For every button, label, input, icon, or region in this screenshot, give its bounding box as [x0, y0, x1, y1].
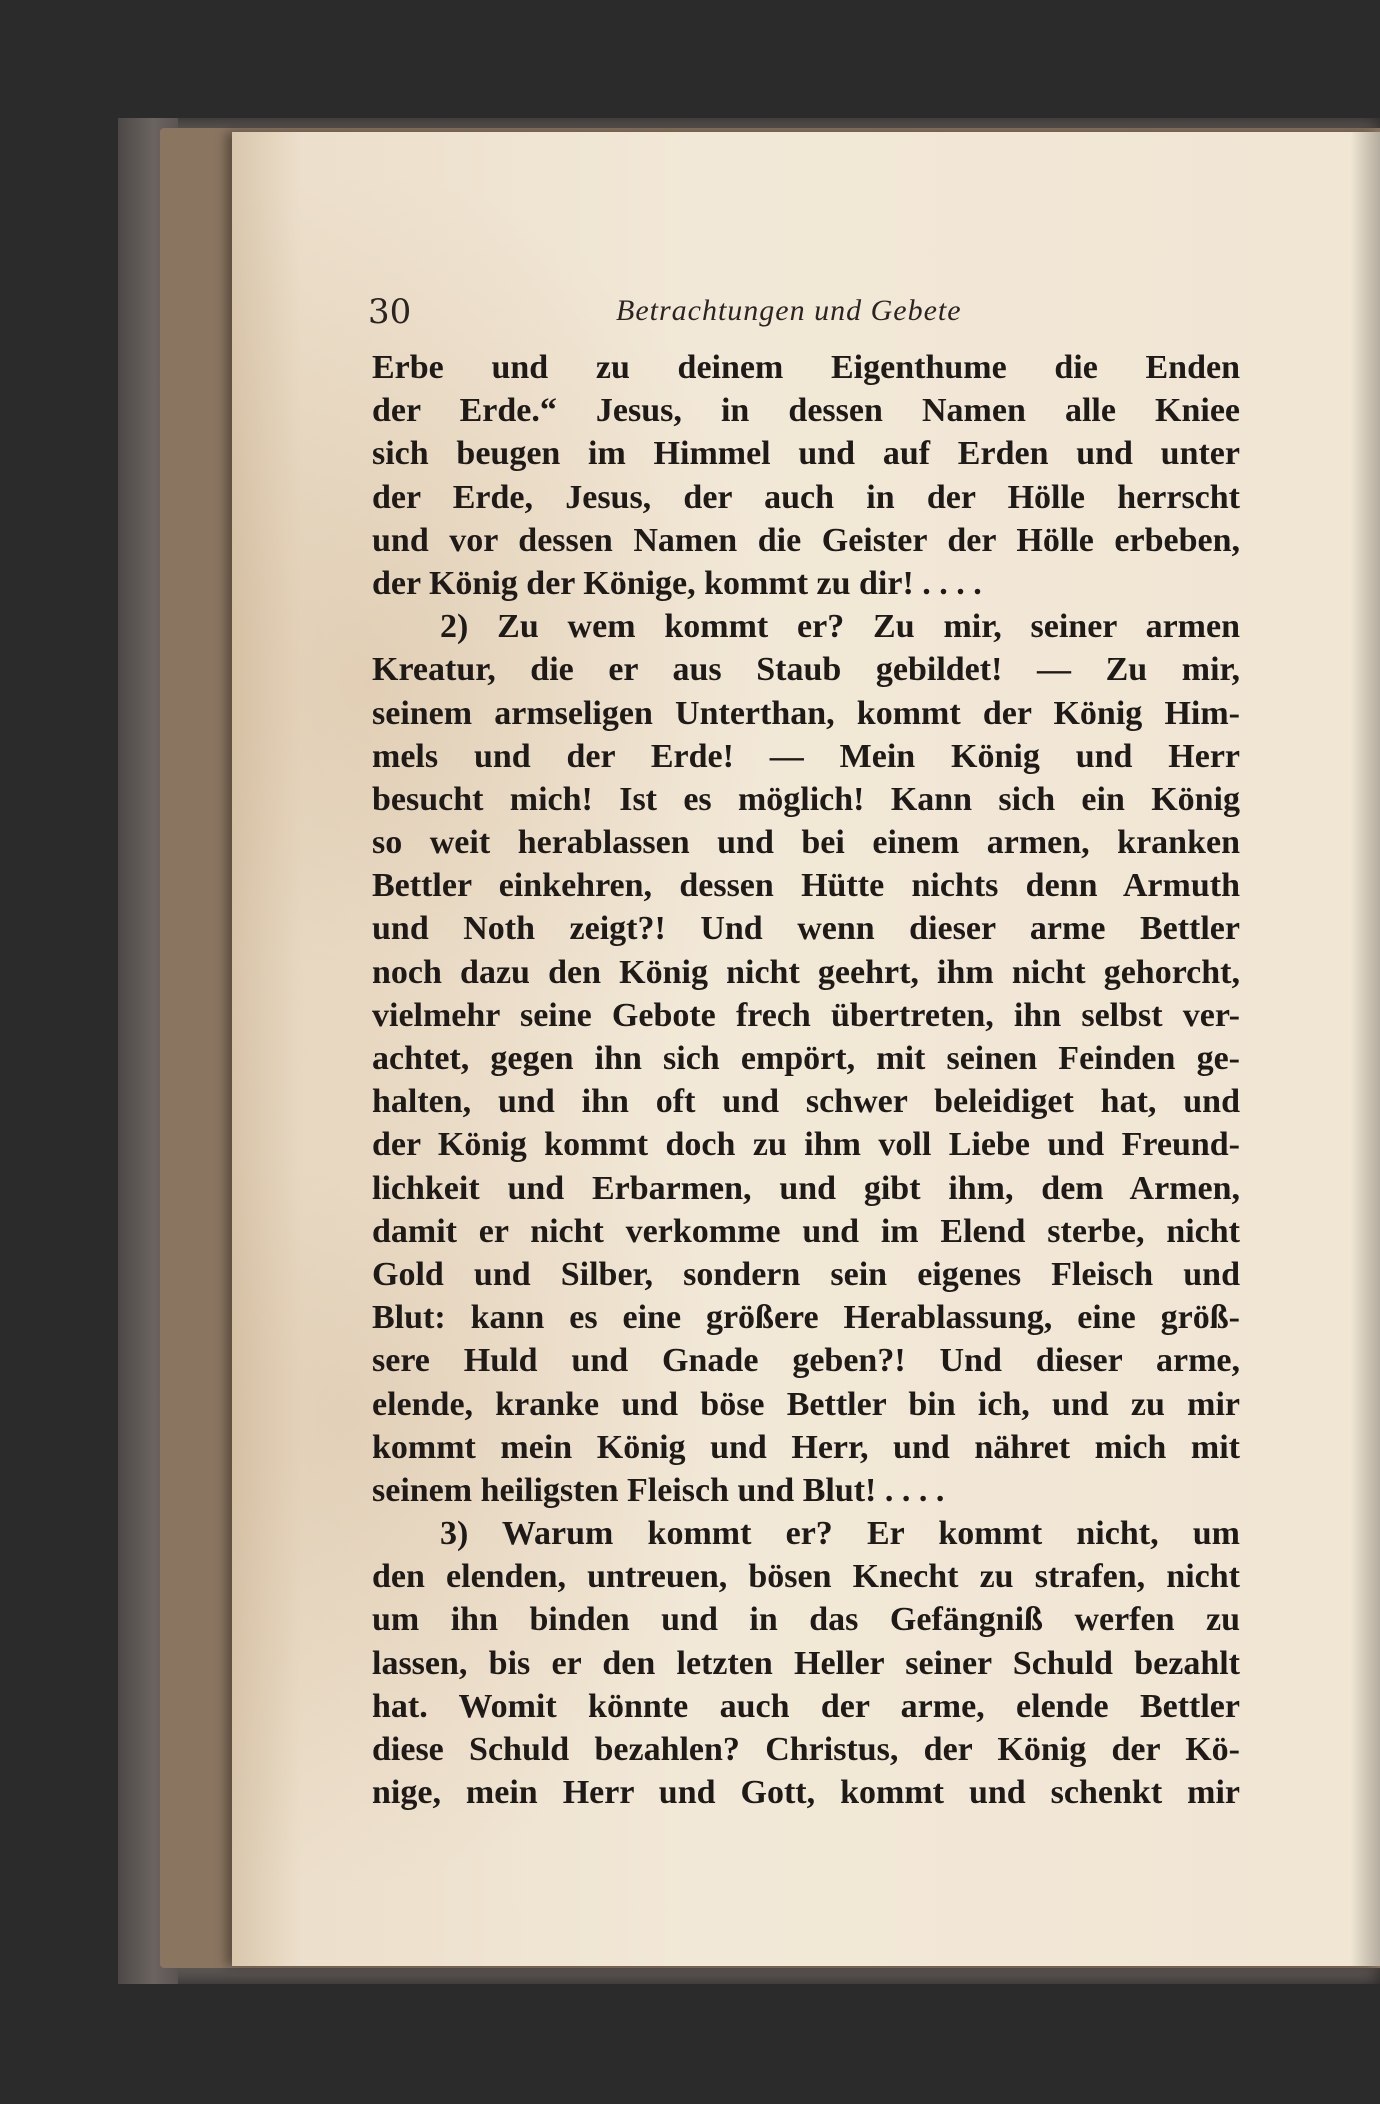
- text-line: seinem armseligen Unterthan, kommt der König Him-: [372, 694, 1240, 732]
- text-line: nige, mein Herr und Gott, kommt und schenkt mir: [372, 1774, 1240, 1812]
- text-line: und Noth zeigt?! Und wenn dieser arme Bettler: [372, 910, 1240, 948]
- text-line: sere Huld und Gnade geben?! Und dieser arme,: [372, 1342, 1240, 1380]
- text-line: noch dazu den König nicht geehrt, ihm nicht gehorcht,: [372, 953, 1240, 991]
- text-line: vielmehr seine Gebote frech übertreten, ihn selbst ver-: [372, 996, 1240, 1034]
- text-line: diese Schuld bezahlen? Christus, der König der Kö-: [372, 1731, 1240, 1768]
- page-edge-shadow: [1350, 132, 1380, 1966]
- text-line: den elenden, untreuen, bösen Knecht zu strafen, nicht: [372, 1558, 1240, 1596]
- page-number: 30: [368, 292, 412, 332]
- text-line: besucht mich! Ist es möglich! Kann sich ein König: [372, 780, 1240, 818]
- text-line: der Erde, Jesus, der auch in der Hölle herrscht: [372, 478, 1240, 516]
- text-line: 2) Zu wem kommt er? Zu mir, seiner armen: [440, 608, 1240, 646]
- text-line: achtet, gegen ihn sich empört, mit seinen Feinden ge-: [372, 1040, 1240, 1077]
- running-title: Betrachtungen und Gebete: [616, 294, 962, 327]
- text-line: der König der Könige, kommt zu dir! . . . .: [372, 564, 982, 602]
- text-line: halten, und ihn oft und schwer beleidiget hat, und: [372, 1083, 1240, 1121]
- text-line: damit er nicht verkomme und im Elend sterbe, nicht: [372, 1212, 1240, 1250]
- text-line: sich beugen im Himmel und auf Erden und unter: [372, 435, 1240, 473]
- text-line: Bettler einkehren, dessen Hütte nichts denn Armuth: [372, 867, 1240, 905]
- text-line: 3) Warum kommt er? Er kommt nicht, um: [440, 1515, 1240, 1553]
- page-header: [368, 292, 1238, 332]
- text-line: mels und der Erde! — Mein König und Herr: [372, 737, 1240, 775]
- text-line: Blut: kann es eine größere Herablassung, eine größ-: [372, 1299, 1240, 1337]
- text-line: hat. Womit könnte auch der arme, elende Bettler: [372, 1687, 1240, 1725]
- text-line: und vor dessen Namen die Geister der Hölle erbeben,: [372, 521, 1240, 559]
- text-line: der Erde.“ Jesus, in dessen Namen alle Kniee: [372, 392, 1240, 430]
- text-line: lassen, bis er den letzten Heller seiner Schuld bezahlt: [372, 1644, 1240, 1682]
- text-line: Gold und Silber, sondern sein eigenes Fleisch und: [372, 1255, 1240, 1293]
- text-line: kommt mein König und Herr, und nähret mich mit: [372, 1428, 1240, 1466]
- text-line: der König kommt doch zu ihm voll Liebe und Freund-: [372, 1126, 1240, 1164]
- text-line: Erbe und zu deinem Eigenthume die Enden: [372, 349, 1240, 386]
- text-line: Kreatur, die er aus Staub gebildet! — Zu mir,: [372, 651, 1240, 689]
- body-text: [372, 346, 1240, 1814]
- text-line: seinem heiligsten Fleisch und Blut! . . . .: [372, 1471, 945, 1509]
- text-line: so weit herablassen und bei einem armen, kranken: [372, 824, 1240, 862]
- text-line: elende, kranke und böse Bettler bin ich, und zu mir: [372, 1385, 1240, 1423]
- text-line: um ihn binden und in das Gefängniß werfen zu: [372, 1601, 1240, 1639]
- text-line: lichkeit und Erbarmen, und gibt ihm, dem Armen,: [372, 1169, 1240, 1207]
